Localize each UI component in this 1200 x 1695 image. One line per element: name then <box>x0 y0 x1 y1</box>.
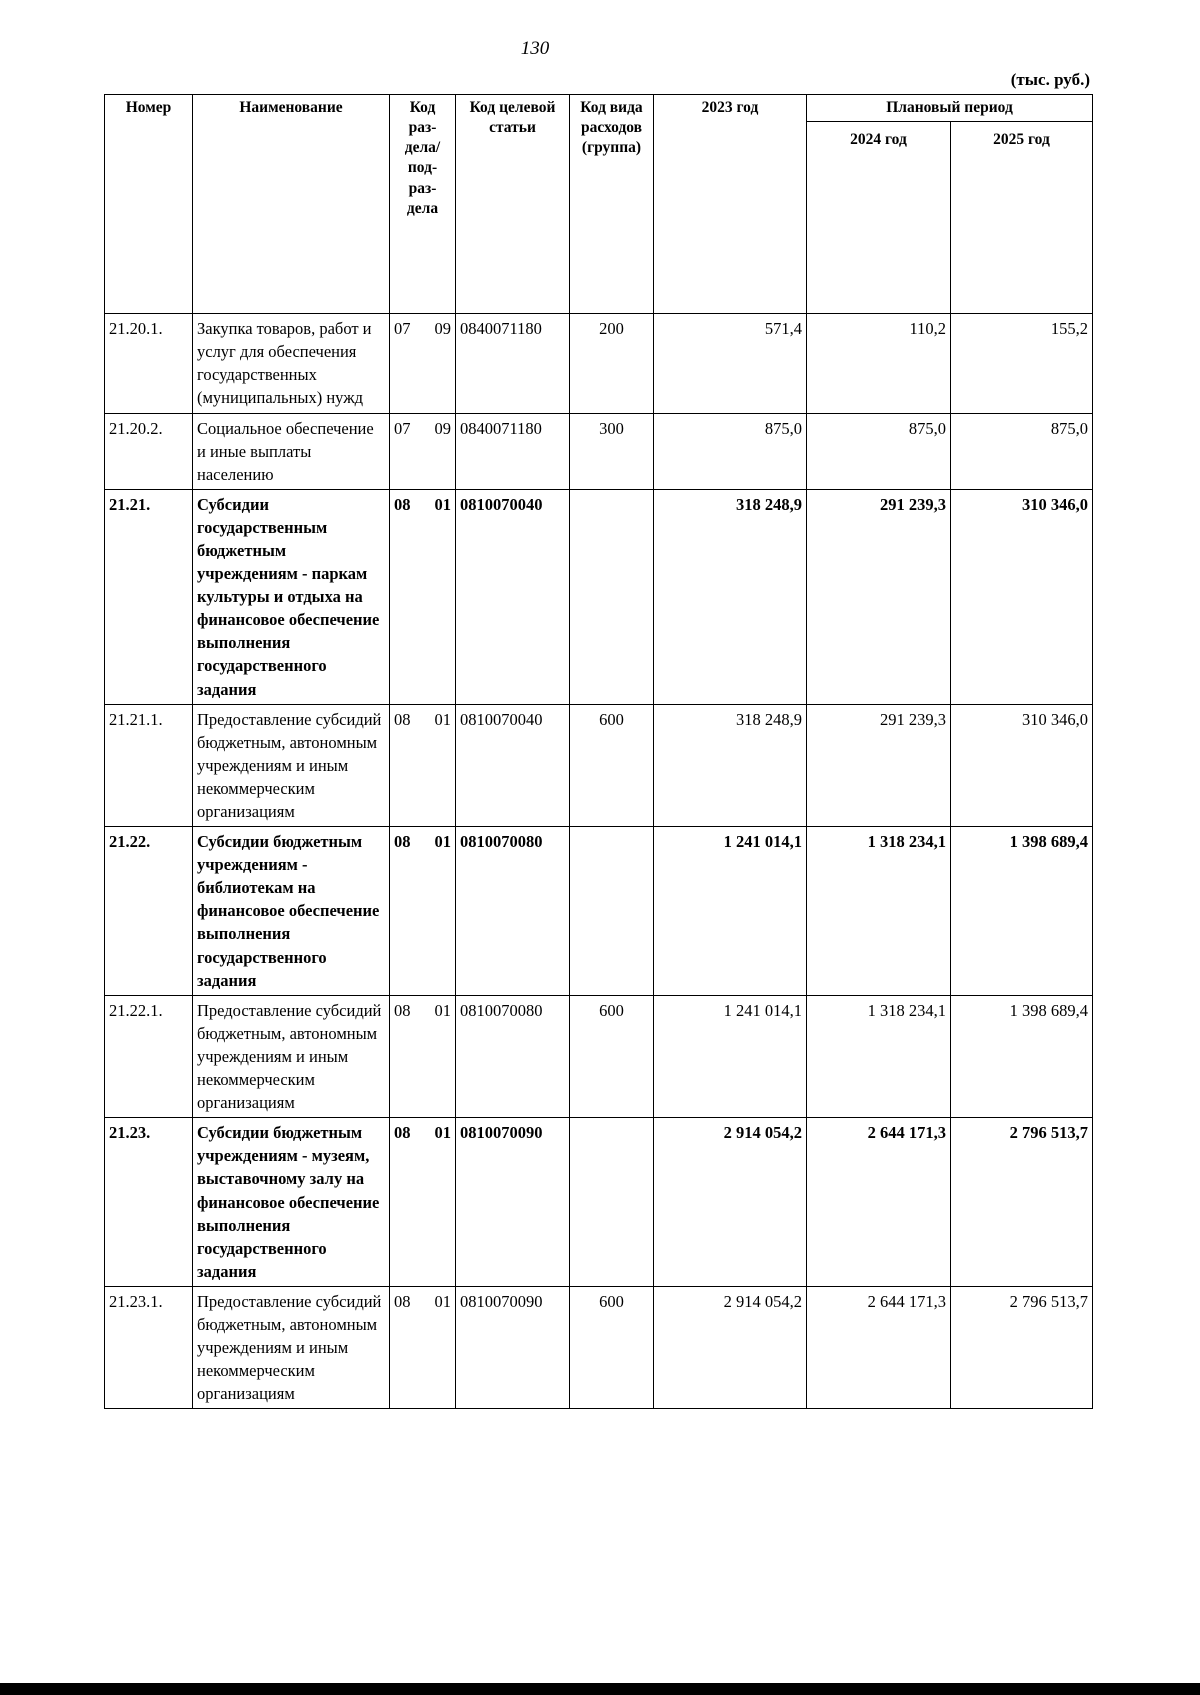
row-amount-2023: 571,4 <box>654 314 807 413</box>
row-amount-2025: 2 796 513,7 <box>951 1118 1093 1287</box>
header-planned-period: Плановый период <box>807 95 1093 122</box>
header-target-code: Код целевой статьи <box>456 95 570 314</box>
section-code: 07 <box>394 418 411 438</box>
header-number: Номер <box>105 95 193 314</box>
table-row <box>105 413 1093 489</box>
row-number: 21.23. <box>105 1118 193 1287</box>
row-number: 21.23.1. <box>105 1286 193 1408</box>
subsection-code: 09 <box>434 418 451 438</box>
row-amount-2025: 2 796 513,7 <box>951 1286 1093 1408</box>
subsection-code: 01 <box>434 709 451 729</box>
table-row <box>105 704 1093 826</box>
row-name: Субсидии бюджетным учреждениям - музеям, выставочному залу на финансовое обеспечение выполнения государственного задания <box>193 1118 390 1287</box>
row-target-code: 0810070090 <box>456 1118 570 1287</box>
row-target-code: 0810070080 <box>456 995 570 1117</box>
row-expense-type: 300 <box>570 413 654 489</box>
row-section-code <box>390 314 456 413</box>
row-amount-2023: 875,0 <box>654 413 807 489</box>
subsection-code: 01 <box>434 1123 451 1143</box>
row-number: 21.21. <box>105 489 193 704</box>
subsection-code: 09 <box>434 319 451 339</box>
row-name: Предоставление субсидий бюджетным, автономным учреждениям и иным некоммерческим организациям <box>193 704 390 826</box>
row-name: Закупка товаров, работ и услуг для обеспечения государственных (муниципальных) нужд <box>193 314 390 413</box>
row-amount-2025: 875,0 <box>951 413 1093 489</box>
row-target-code: 0840071180 <box>456 413 570 489</box>
row-expense-type <box>570 827 654 996</box>
row-amount-2023: 1 241 014,1 <box>654 995 807 1117</box>
row-expense-type: 600 <box>570 1286 654 1408</box>
row-expense-type: 600 <box>570 704 654 826</box>
table-row <box>105 1286 1093 1408</box>
row-name: Субсидии бюджетным учреждениям - библиотекам на финансовое обеспечение выполнения государственного задания <box>193 827 390 996</box>
row-section-code <box>390 489 456 704</box>
row-amount-2024: 1 318 234,1 <box>807 995 951 1117</box>
row-amount-2025: 1 398 689,4 <box>951 827 1093 996</box>
row-target-code: 0810070040 <box>456 704 570 826</box>
row-amount-2024: 2 644 171,3 <box>807 1286 951 1408</box>
table-row <box>105 314 1093 413</box>
row-number: 21.20.1. <box>105 314 193 413</box>
row-amount-2024: 875,0 <box>807 413 951 489</box>
row-amount-2023: 318 248,9 <box>654 704 807 826</box>
section-code: 08 <box>394 832 411 852</box>
section-code: 07 <box>394 319 411 339</box>
header-year-2023: 2023 год <box>654 95 807 314</box>
row-section-code <box>390 1118 456 1287</box>
row-amount-2024: 1 318 234,1 <box>807 827 951 996</box>
row-name: Социальное обеспечение и иные выплаты населению <box>193 413 390 489</box>
row-name: Предоставление субсидий бюджетным, автономным учреждениям и иным некоммерческим организациям <box>193 995 390 1117</box>
row-amount-2023: 318 248,9 <box>654 489 807 704</box>
row-amount-2023: 2 914 054,2 <box>654 1118 807 1287</box>
row-section-code <box>390 1286 456 1408</box>
row-amount-2025: 310 346,0 <box>951 489 1093 704</box>
header-name: Наименование <box>193 95 390 314</box>
row-amount-2025: 1 398 689,4 <box>951 995 1093 1117</box>
row-amount-2025: 155,2 <box>951 314 1093 413</box>
section-code: 08 <box>394 1123 411 1143</box>
row-section-code <box>390 827 456 996</box>
header-year-2025: 2025 год <box>951 122 1093 314</box>
row-name: Субсидии государственным бюджетным учреждениям - паркам культуры и отдыха на финансовое обеспечение выполнения государственного задания <box>193 489 390 704</box>
row-number: 21.22.1. <box>105 995 193 1117</box>
row-section-code <box>390 995 456 1117</box>
subsection-code: 01 <box>434 1291 451 1311</box>
row-target-code: 0810070080 <box>456 827 570 996</box>
row-number: 21.22. <box>105 827 193 996</box>
row-amount-2024: 2 644 171,3 <box>807 1118 951 1287</box>
row-expense-type: 600 <box>570 995 654 1117</box>
section-code: 08 <box>394 1000 411 1020</box>
row-number: 21.21.1. <box>105 704 193 826</box>
row-amount-2025: 310 346,0 <box>951 704 1093 826</box>
row-number: 21.20.2. <box>105 413 193 489</box>
row-name: Предоставление субсидий бюджетным, автономным учреждениям и иным некоммерческим организациям <box>193 1286 390 1408</box>
row-amount-2023: 2 914 054,2 <box>654 1286 807 1408</box>
header-section-code: Код раз- дела/ под- раз- дела <box>390 95 456 314</box>
row-amount-2024: 291 239,3 <box>807 489 951 704</box>
page-number: 130 <box>520 38 550 59</box>
row-expense-type: 200 <box>570 314 654 413</box>
row-target-code: 0810070090 <box>456 1286 570 1408</box>
row-expense-type <box>570 489 654 704</box>
row-section-code <box>390 704 456 826</box>
row-section-code <box>390 413 456 489</box>
row-target-code: 0840071180 <box>456 314 570 413</box>
row-amount-2024: 291 239,3 <box>807 704 951 826</box>
table-row <box>105 827 1093 996</box>
table-row <box>105 995 1093 1117</box>
header-expense-type-code: Код вида расходов (группа) <box>570 95 654 314</box>
row-target-code: 0810070040 <box>456 489 570 704</box>
section-code: 08 <box>394 709 411 729</box>
row-amount-2023: 1 241 014,1 <box>654 827 807 996</box>
subsection-code: 01 <box>434 494 451 514</box>
table-row <box>105 489 1093 704</box>
section-code: 08 <box>394 494 411 514</box>
subsection-code: 01 <box>434 832 451 852</box>
table-row <box>105 1118 1093 1287</box>
units-label: (тыс. руб.) <box>1010 70 1090 89</box>
row-amount-2024: 110,2 <box>807 314 951 413</box>
budget-table <box>104 94 1093 1409</box>
header-year-2024: 2024 год <box>807 122 951 314</box>
section-code: 08 <box>394 1291 411 1311</box>
subsection-code: 01 <box>434 1000 451 1020</box>
scan-bottom-edge <box>0 1683 1200 1695</box>
row-expense-type <box>570 1118 654 1287</box>
